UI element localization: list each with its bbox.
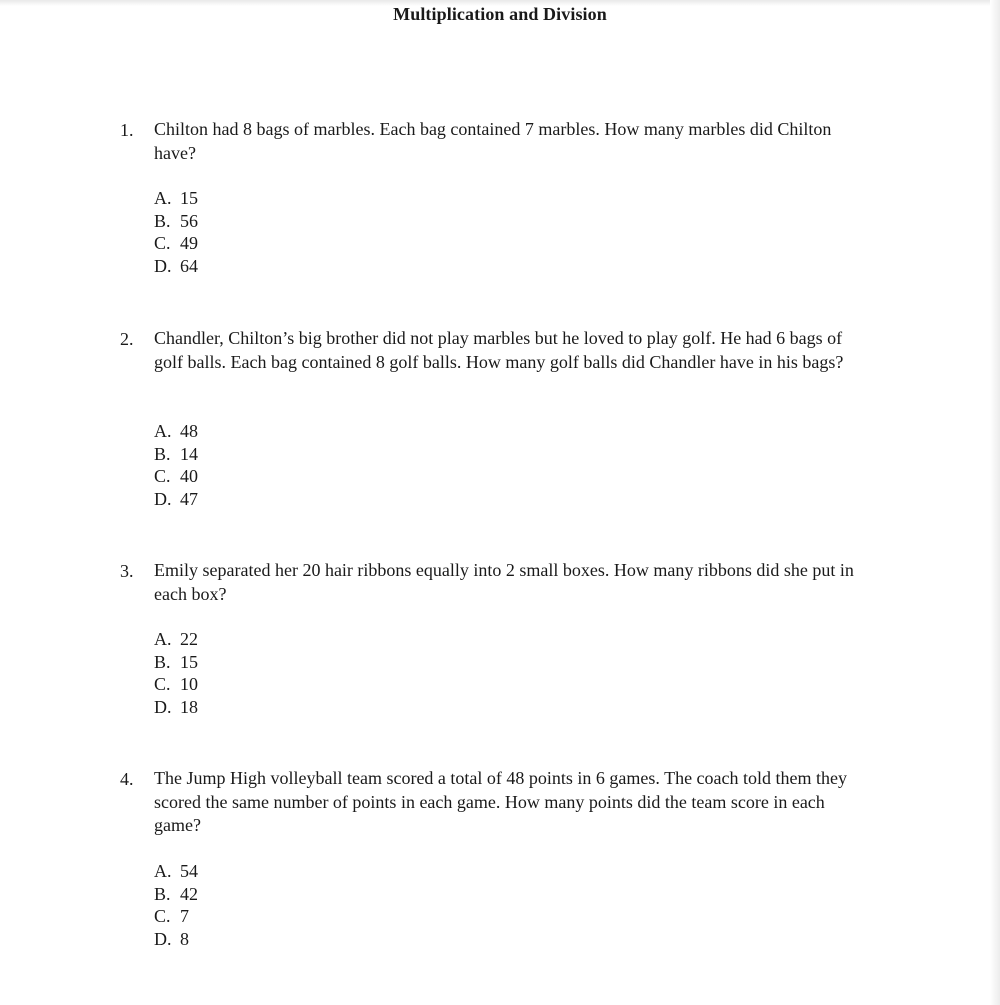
option-letter: B. (154, 443, 171, 464)
option-letter: D. (154, 929, 172, 950)
answer-option[interactable] (154, 187, 198, 210)
question-number: 4. (120, 769, 134, 789)
answer-option[interactable] (154, 883, 198, 906)
option-letter: A. (154, 421, 172, 441)
answer-option[interactable] (154, 673, 198, 696)
page-title: Multiplication and Division (393, 4, 607, 24)
answer-option[interactable] (154, 488, 198, 511)
option-letter: A. (154, 861, 172, 881)
option-value: 64 (180, 256, 198, 277)
question-number: 2. (120, 329, 134, 349)
question-text: Chilton had 8 bags of marbles. Each bag contained 7 marbles. How many marbles did Chilton have? (154, 119, 832, 163)
option-value: 47 (180, 489, 198, 510)
option-letter: D. (154, 256, 172, 277)
question-text: The Jump High volleyball team scored a total of 48 points in 6 games. The coach told them they scored the same number of points in each game. How many points did the team score in each game? (154, 768, 848, 835)
option-value: 56 (180, 210, 198, 231)
option-letter: C. (154, 674, 171, 695)
question-number: 3. (120, 561, 134, 581)
option-value: 49 (180, 233, 198, 254)
option-letter: B. (154, 883, 171, 904)
question-text: Emily separated her 20 hair ribbons equally into 2 small boxes. How many ribbons did she put in each box? (154, 560, 854, 604)
option-value: 22 (180, 629, 198, 649)
option-letter: B. (154, 210, 171, 231)
answer-option[interactable] (154, 651, 198, 674)
answer-options (154, 628, 198, 719)
option-value: 48 (180, 421, 198, 441)
answer-options (154, 860, 198, 951)
option-letter: D. (154, 489, 172, 510)
option-value: 42 (180, 883, 198, 904)
option-letter: C. (154, 466, 171, 487)
answer-option[interactable] (154, 420, 198, 443)
option-value: 14 (180, 443, 198, 464)
question-text: Chandler, Chilton’s big brother did not play marbles but he loved to play golf. He had 6 bags of golf balls. Each bag contained 8 golf balls. How many golf balls did Chandler have in his bags? (154, 328, 844, 372)
answer-options (154, 420, 198, 511)
option-letter: C. (154, 906, 171, 927)
option-letter: D. (154, 697, 172, 718)
answer-option[interactable] (154, 232, 198, 255)
page-right-shadow (990, 0, 1000, 1005)
answer-option[interactable] (154, 905, 198, 928)
answer-option[interactable] (154, 210, 198, 233)
option-value: 8 (180, 929, 189, 950)
answer-option[interactable] (154, 860, 198, 883)
option-value: 18 (180, 697, 198, 718)
answer-option[interactable] (154, 628, 198, 651)
answer-option[interactable] (154, 255, 198, 278)
option-letter: A. (154, 629, 172, 649)
option-value: 54 (180, 861, 198, 881)
option-value: 40 (180, 466, 198, 487)
answer-option[interactable] (154, 696, 198, 719)
answer-option[interactable] (154, 928, 198, 951)
option-value: 15 (180, 188, 198, 208)
option-letter: B. (154, 651, 171, 672)
option-value: 7 (180, 906, 189, 927)
option-letter: A. (154, 188, 172, 208)
option-value: 10 (180, 674, 198, 695)
answer-options (154, 187, 198, 278)
answer-option[interactable] (154, 465, 198, 488)
option-value: 15 (180, 651, 198, 672)
answer-option[interactable] (154, 443, 198, 466)
option-letter: C. (154, 233, 171, 254)
question-number: 1. (120, 120, 134, 140)
